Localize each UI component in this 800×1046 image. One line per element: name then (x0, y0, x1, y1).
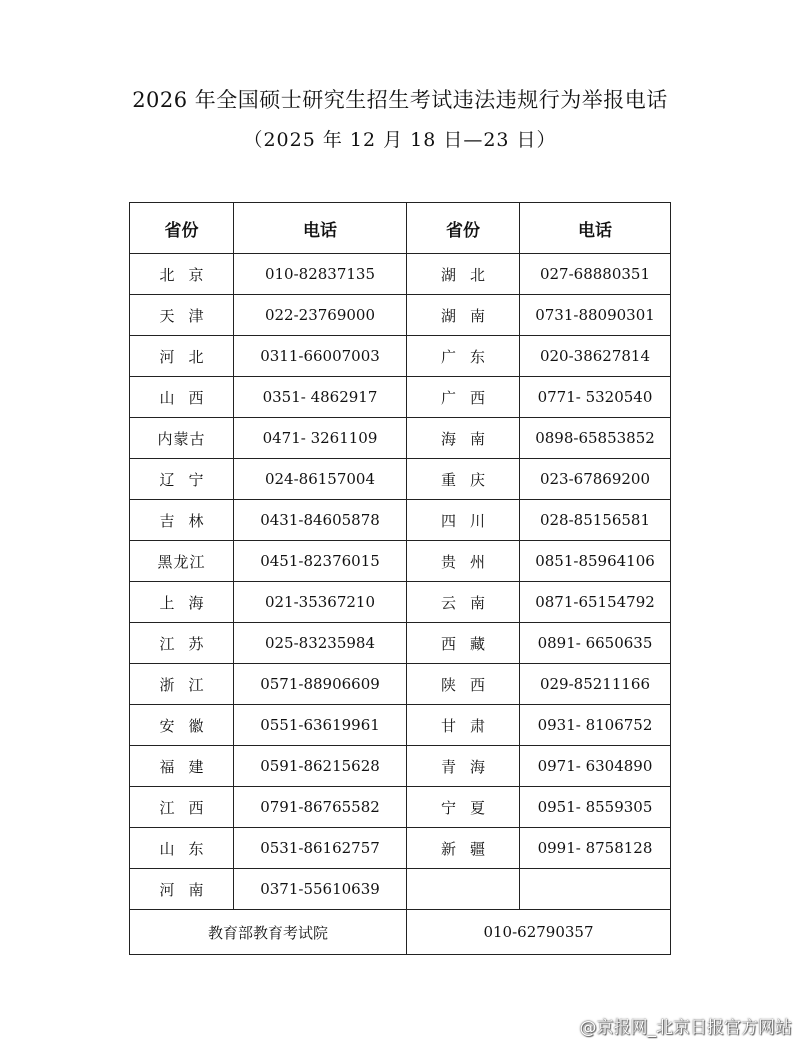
table-row (130, 869, 671, 910)
province-name: 江苏 (159, 634, 218, 653)
province-name: 重庆 (440, 470, 499, 489)
table-row (130, 623, 671, 664)
table-row (130, 705, 671, 746)
phone-cell: 010-82837135 (234, 254, 407, 295)
table-row (130, 459, 671, 500)
province-name: 浙江 (159, 675, 218, 694)
phone-cell: 0731-88090301 (520, 295, 671, 336)
table-row (130, 746, 671, 787)
province-cell (130, 869, 234, 910)
province-cell (130, 377, 234, 418)
province-cell (407, 500, 520, 541)
province-cell (407, 459, 520, 500)
table-row (130, 336, 671, 377)
table-row (130, 254, 671, 295)
province-cell (130, 623, 234, 664)
province-name: 天津 (159, 306, 218, 325)
province-name: 黑龙江 (157, 552, 206, 571)
province-name: 福建 (159, 757, 218, 776)
phone-cell: 020-38627814 (520, 336, 671, 377)
phone-cell: 0571-88906609 (234, 664, 407, 705)
province-cell (130, 746, 234, 787)
document-subtitle: （2025 年 12 月 18 日—23 日） (243, 129, 557, 151)
phone-cell: 027-68880351 (520, 254, 671, 295)
province-name: 甘肃 (440, 716, 499, 735)
province-name: 吉林 (159, 511, 218, 530)
province-name: 上海 (159, 593, 218, 612)
weibo-icon (554, 1017, 576, 1035)
province-name: 安徽 (159, 716, 218, 735)
document-title: 2026 年全国硕士研究生招生考试违法违规行为举报电话 (132, 88, 668, 112)
province-cell (407, 787, 520, 828)
phone-cell: 023-67869200 (520, 459, 671, 500)
province-name: 贵州 (440, 552, 499, 571)
header-province-1: 省份 (130, 203, 234, 254)
table-row (130, 500, 671, 541)
province-name: 青海 (440, 757, 499, 776)
province-cell (130, 705, 234, 746)
phone-cell: 0531-86162757 (234, 828, 407, 869)
table-header-row (130, 203, 671, 254)
phone-cell (520, 869, 671, 910)
province-cell (130, 582, 234, 623)
province-cell (407, 623, 520, 664)
phone-cell: 0791-86765582 (234, 787, 407, 828)
footer-phone: 010-62790357 (407, 910, 671, 955)
province-cell (130, 664, 234, 705)
province-name: 内蒙古 (157, 429, 206, 448)
table-row (130, 418, 671, 459)
phone-cell: 0931- 8106752 (520, 705, 671, 746)
province-name: 北京 (159, 265, 218, 284)
province-cell (130, 828, 234, 869)
table-footer-row (130, 910, 671, 955)
header-phone-1: 电话 (234, 203, 407, 254)
phone-cell: 0991- 8758128 (520, 828, 671, 869)
phone-cell: 0851-85964106 (520, 541, 671, 582)
province-cell (407, 746, 520, 787)
province-name: 宁夏 (440, 798, 499, 817)
phone-cell: 0471- 3261109 (234, 418, 407, 459)
phone-cell: 0431-84605878 (234, 500, 407, 541)
phone-cell: 0771- 5320540 (520, 377, 671, 418)
province-name: 海南 (440, 429, 499, 448)
province-name: 河北 (159, 347, 218, 366)
table-row (130, 541, 671, 582)
province-name: 陕西 (440, 675, 499, 694)
phone-cell: 0591-86215628 (234, 746, 407, 787)
province-cell (407, 828, 520, 869)
province-name: 山西 (159, 388, 218, 407)
phone-cell: 028-85156581 (520, 500, 671, 541)
table-row (130, 582, 671, 623)
province-cell (407, 254, 520, 295)
province-cell (407, 869, 520, 910)
phone-cell: 022-23769000 (234, 295, 407, 336)
header-province-2: 省份 (407, 203, 520, 254)
province-cell (130, 336, 234, 377)
province-cell (130, 787, 234, 828)
phone-cell: 0891- 6650635 (520, 623, 671, 664)
phone-cell: 0951- 8559305 (520, 787, 671, 828)
province-name: 湖南 (440, 306, 499, 325)
table-row (130, 787, 671, 828)
phone-cell: 0898-65853852 (520, 418, 671, 459)
province-cell (130, 541, 234, 582)
table-row (130, 664, 671, 705)
phone-cell: 0311-66007003 (234, 336, 407, 377)
table-row (130, 295, 671, 336)
phone-cell: 0351- 4862917 (234, 377, 407, 418)
province-cell (130, 418, 234, 459)
province-cell (130, 254, 234, 295)
province-name: 云南 (440, 593, 499, 612)
province-name: 湖北 (440, 265, 499, 284)
phone-cell: 029-85211166 (520, 664, 671, 705)
table-row (130, 377, 671, 418)
province-name: 新疆 (440, 839, 499, 858)
phone-cell: 024-86157004 (234, 459, 407, 500)
footer-org: 教育部教育考试院 (130, 910, 407, 955)
province-cell (407, 418, 520, 459)
province-name: 西藏 (440, 634, 499, 653)
province-name: 河南 (159, 880, 218, 899)
province-cell (407, 295, 520, 336)
header-phone-2: 电话 (520, 203, 671, 254)
province-cell (407, 664, 520, 705)
province-cell (407, 377, 520, 418)
table-row (130, 828, 671, 869)
province-name: 广东 (440, 347, 499, 366)
province-cell (130, 459, 234, 500)
phone-cell: 021-35367210 (234, 582, 407, 623)
phone-cell: 0371-55610639 (234, 869, 407, 910)
province-cell (407, 705, 520, 746)
province-name: 江西 (159, 798, 218, 817)
phone-cell: 0871-65154792 (520, 582, 671, 623)
phone-cell: 0451-82376015 (234, 541, 407, 582)
province-cell (407, 582, 520, 623)
phone-cell: 0551-63619961 (234, 705, 407, 746)
phone-cell: 025-83235984 (234, 623, 407, 664)
province-name: 辽宁 (159, 470, 218, 489)
province-name: 四川 (440, 511, 499, 530)
watermark (554, 1013, 793, 1038)
province-cell (407, 336, 520, 377)
province-cell (130, 295, 234, 336)
province-cell (130, 500, 234, 541)
phone-cell: 0971- 6304890 (520, 746, 671, 787)
province-name: 山东 (159, 839, 218, 858)
province-cell (407, 541, 520, 582)
hotline-table (129, 202, 671, 955)
watermark-text: @京报网_北京日报官方网站 (579, 1018, 792, 1038)
province-name: 广西 (440, 388, 499, 407)
